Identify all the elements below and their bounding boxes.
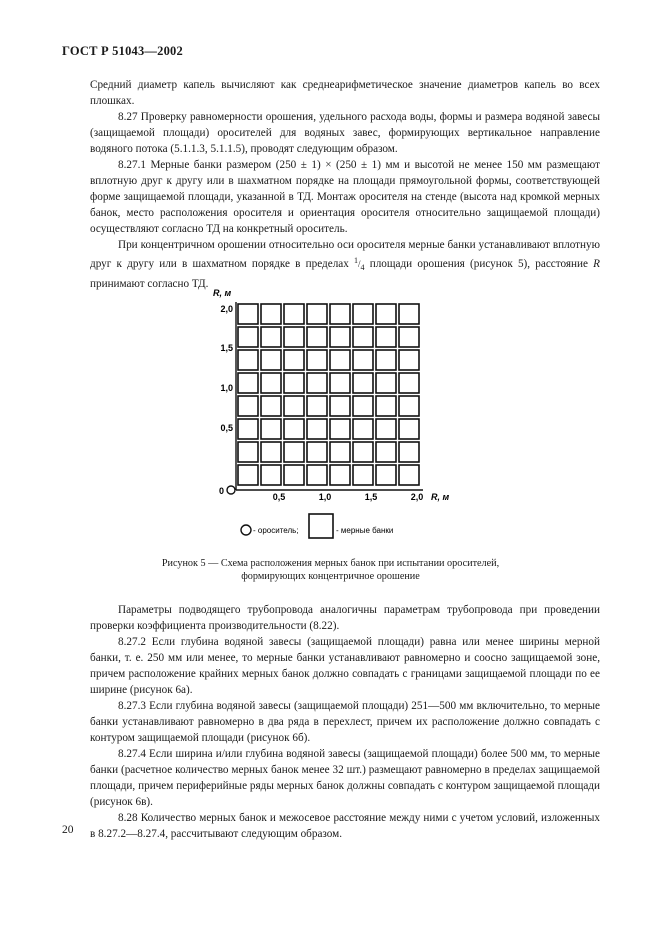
measuring-can	[307, 373, 327, 393]
y-tick-label: 2,0	[220, 304, 233, 314]
caption-line: Рисунок 5 — Схема расположения мерных банок при испытании оросителей,	[161, 558, 500, 569]
measuring-can	[376, 396, 396, 416]
measuring-can	[399, 419, 419, 439]
legend-can-icon	[309, 514, 333, 538]
measuring-can	[353, 419, 373, 439]
measuring-can	[284, 304, 304, 324]
text-run: принимают согласно ТД.	[90, 277, 209, 290]
measuring-can	[284, 350, 304, 370]
measuring-can	[399, 396, 419, 416]
measuring-can	[238, 396, 258, 416]
measuring-can	[261, 465, 281, 485]
measuring-can	[399, 327, 419, 347]
measuring-can	[261, 304, 281, 324]
measuring-can	[376, 327, 396, 347]
paragraph-concentric	[90, 237, 600, 292]
measuring-can	[238, 350, 258, 370]
measuring-can	[330, 396, 350, 416]
sprinkler-marker	[227, 486, 235, 494]
measuring-can	[238, 419, 258, 439]
measuring-can	[399, 350, 419, 370]
measuring-can	[261, 327, 281, 347]
x-tick-label: 1,5	[364, 492, 378, 502]
paragraph: 8.27.2 Если глубина водяной завесы (защищаемой площади) равна или менее ширины мерной банки, т. е. 250 мм или менее, то мерные банки устанавливают равномерно и соосно защищаемой зоне, причем расположение крайних мерных банок должно совпадать с границами защищаемой площади по ее ширине (рисунок 6а).	[90, 636, 600, 696]
paragraph: 8.27 Проверку равномерности орошения, удельного расхода воды, формы и размера водяной завесы (защищаемой площади) оросителей для водяных завес, формирующих вертикальное направление водяного потока (5.1.1.3, 5.1.1.5), проводят следующим образом.	[90, 111, 600, 155]
measuring-can	[307, 396, 327, 416]
figure-caption	[100, 557, 561, 583]
measuring-can	[330, 373, 350, 393]
text-block-bottom	[90, 602, 600, 842]
measuring-can	[330, 304, 350, 324]
measuring-can	[399, 465, 419, 485]
measuring-can	[330, 327, 350, 347]
measuring-can	[353, 304, 373, 324]
measuring-can	[376, 373, 396, 393]
measuring-can	[307, 442, 327, 462]
paragraph: 8.27.1 Мерные банки размером (250 ± 1) × (250 ± 1) мм и высотой не менее 150 мм размещают вплотную друг к другу или в шахматном порядке на площади прямоугольной формы, соответствующей форме защищаемой площади, указанной в ТД. Монтаж оросителя на стенде (высота над кромкой мерных банок, место расположения оросителя и ориентация оросителя относительно защищаемой площади) осуществляют согласно ТД на конкретный ороситель.	[90, 159, 600, 235]
figure-5	[205, 288, 475, 548]
paragraph: 8.28 Количество мерных банок и межосевое расстояние между ними с учетом условий, изложенных в 8.27.2—8.27.4, рассчитывают следующим образом.	[90, 812, 600, 840]
measuring-can	[307, 327, 327, 347]
text-run: При концентричном орошении относительно оси оросителя мерные банки устанавливают вплотную друг к другу или в шахматном порядке в пределах	[90, 239, 600, 270]
measuring-can	[330, 465, 350, 485]
measuring-can	[261, 350, 281, 370]
measuring-can	[353, 396, 373, 416]
y-tick-label: 1,5	[220, 343, 233, 353]
measuring-can	[261, 419, 281, 439]
measuring-can	[330, 419, 350, 439]
can-grid	[238, 304, 419, 485]
x-axis-label: R, м	[431, 492, 450, 502]
measuring-can	[353, 442, 373, 462]
measuring-can	[399, 442, 419, 462]
measuring-can	[307, 465, 327, 485]
measuring-can	[353, 373, 373, 393]
fraction-denominator: 4	[360, 262, 365, 272]
measuring-can	[376, 304, 396, 324]
paragraph: Средний диаметр капель вычисляют как среднеарифметическое значение диаметров капель во всех плошках.	[90, 79, 600, 107]
measuring-can	[284, 442, 304, 462]
y-tick-label: 0,5	[220, 423, 233, 433]
can-layout-diagram	[205, 288, 475, 548]
measuring-can	[307, 304, 327, 324]
measuring-can	[238, 373, 258, 393]
measuring-can	[353, 465, 373, 485]
y-tick-label: 1,0	[220, 383, 233, 393]
measuring-can	[330, 442, 350, 462]
legend-cans-label: - мерные банки	[336, 526, 394, 535]
measuring-can	[376, 465, 396, 485]
measuring-can	[261, 442, 281, 462]
caption-line: формирующих концентричное орошение	[241, 571, 420, 582]
fraction-numerator: 1	[354, 256, 359, 265]
origin-label: 0	[218, 486, 224, 496]
measuring-can	[399, 373, 419, 393]
measuring-can	[261, 396, 281, 416]
x-tick-label: 0,5	[272, 492, 286, 502]
measuring-can	[261, 373, 281, 393]
document-header: ГОСТ Р 51043—2002	[62, 44, 183, 58]
measuring-can	[238, 442, 258, 462]
x-tick-label: 1,0	[318, 492, 332, 502]
measuring-can	[238, 465, 258, 485]
measuring-can	[238, 304, 258, 324]
measuring-can	[284, 419, 304, 439]
measuring-can	[376, 419, 396, 439]
measuring-can	[353, 327, 373, 347]
legend-sprinkler-label: - ороситель;	[253, 526, 299, 535]
y-axis-label: R, м	[213, 288, 232, 298]
measuring-can	[284, 327, 304, 347]
measuring-can	[284, 465, 304, 485]
measuring-can	[307, 350, 327, 370]
page-number: 20	[62, 824, 74, 836]
measuring-can	[353, 350, 373, 370]
text-run: площади орошения (рисунок 5), расстояние	[364, 258, 594, 270]
measuring-can	[376, 350, 396, 370]
measuring-can	[238, 327, 258, 347]
variable-r: R	[593, 258, 600, 270]
measuring-can	[376, 442, 396, 462]
paragraph: Параметры подводящего трубопровода аналогичны параметрам трубопровода при проведении проверки коэффициента производительности (8.22).	[90, 604, 600, 632]
measuring-can	[399, 304, 419, 324]
measuring-can	[307, 419, 327, 439]
legend-sprinkler-icon	[241, 525, 251, 535]
measuring-can	[284, 396, 304, 416]
measuring-can	[284, 373, 304, 393]
text-block-top	[90, 77, 600, 292]
paragraph: 8.27.3 Если глубина водяной завесы (защищаемой площади) 251—500 мм включительно, то мерные банки устанавливают равномерно в два ряда в перехлест, причем их расположение должно совпадать с контуром защищаемой площади (рисунок 6б).	[90, 700, 600, 744]
fraction: $^1/_4$	[354, 256, 365, 272]
paragraph: 8.27.4 Если ширина и/или глубина водяной завесы (защищаемой площади) более 500 мм, то мерные банки (расчетное количество мерных банок менее 32 шт.) размещают равномерно в пределах защищаемой площади, причем периферийные ряды мерных банок должны совпадать с контуром защищаемой площади (рисунок 6в).	[90, 748, 600, 808]
measuring-can	[330, 350, 350, 370]
x-tick-label: 2,0	[410, 492, 424, 502]
